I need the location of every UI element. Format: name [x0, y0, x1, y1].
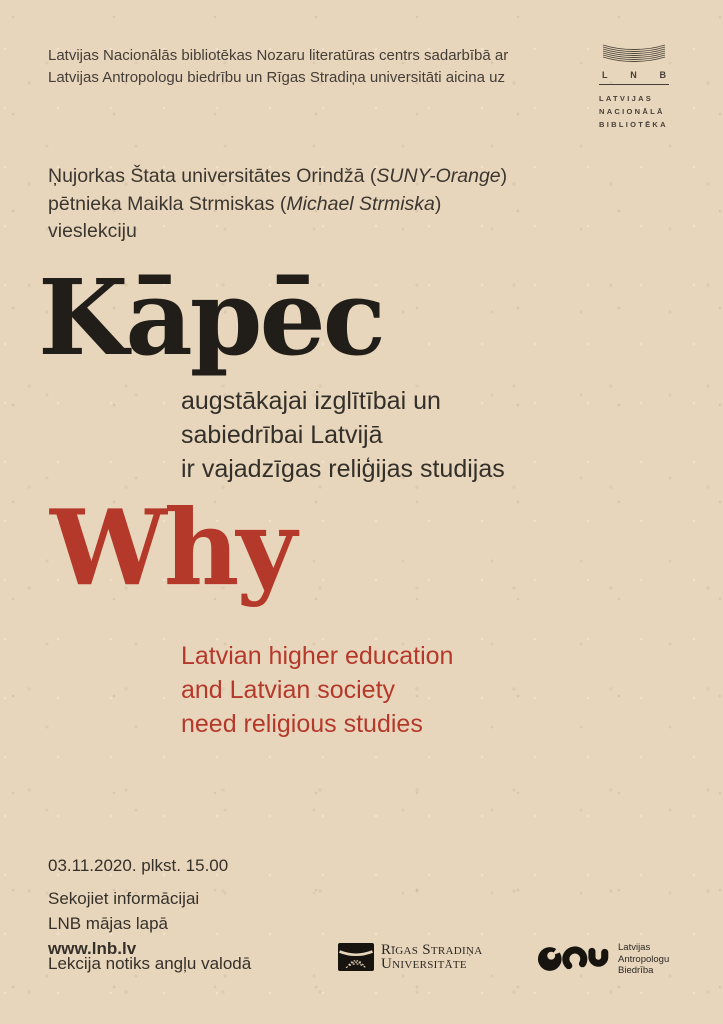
lnb-logo [599, 43, 669, 131]
intro-line-1-text: Ņujorkas Štata universitātes Orindžā ( [48, 165, 377, 187]
lab-logo [537, 942, 669, 977]
organizer-text [48, 45, 588, 88]
subtitle-lv-line-1: augstākajai izglītībai un [181, 387, 441, 415]
organizer-line-2: Latvijas Antropologu biedrību un Rīgas Stradiņa universitāti aicina uz [48, 68, 505, 86]
intro-line-1-close: ) [500, 165, 508, 187]
intro-line-2 [48, 191, 608, 219]
website-url: www.lnb.lv [48, 939, 137, 958]
lab-name-line-3: Biedrība [618, 965, 654, 976]
title-word-why: Why [50, 486, 294, 609]
subtitle-en-line-1: Latvian higher education [181, 642, 454, 670]
lecture-intro [48, 163, 608, 246]
lnb-letter-b: B [659, 70, 666, 80]
language-note: Lekcija notiks angļu valodā [48, 954, 252, 973]
lnb-acronym [599, 70, 669, 80]
subtitle-lv-line-3: ir vajadzīgas reliģijas studijas [181, 455, 505, 483]
subtitle-en-line-3: need religious studies [181, 710, 423, 738]
follow-info [48, 886, 199, 961]
lab-name [618, 942, 669, 977]
intro-line-1 [48, 163, 608, 191]
subtitle-en-line-2: and Latvian society [181, 676, 396, 704]
lab-name-line-2: Antropologu [618, 953, 670, 965]
lnb-name-line-1: LATVIJAS [599, 94, 654, 103]
lnb-name-line-3: BIBLIOTĒKA [599, 120, 668, 129]
event-datetime: 03.11.2020. plkst. 15.00 [48, 856, 229, 875]
organizer-line-1: Latvijas Nacionālās bibliotēkas Nozaru literatūras centrs sadarbībā ar [48, 47, 509, 64]
subtitle-english [181, 639, 453, 741]
intro-line-2-close: ) [434, 192, 442, 215]
lnb-divider [599, 84, 669, 85]
intro-line-3: vieslekciju [48, 220, 137, 242]
intro-line-2-text: pētnieka Maikla Strmiskas ( [48, 192, 287, 215]
subtitle-lv-line-2: sabiedrībai Latvijā [181, 421, 383, 449]
lab-name-line-1: Latvijas [618, 942, 651, 953]
rsu-name-line-2: Universitāte [381, 956, 467, 972]
subtitle-latvian [181, 384, 505, 486]
title-word-kapec: Kāpēc [38, 256, 383, 379]
intro-line-2-italic: Michael Strmiska [286, 192, 435, 215]
rsu-name-line-1: Rīgas Stradiņa [381, 942, 483, 958]
intro-line-1-italic: SUNY-Orange [376, 165, 501, 187]
follow-line-1: Sekojiet informācijai [48, 889, 200, 908]
rsu-emblem-icon [338, 943, 374, 971]
lnb-name [599, 92, 669, 131]
rsu-logo [338, 943, 482, 971]
rsu-name [381, 943, 482, 971]
lab-emblem-icon [537, 943, 609, 975]
lnb-name-line-2: NACIONĀLĀ [599, 107, 665, 116]
lnb-letter-l: L [602, 70, 608, 80]
lnb-waves-icon [602, 43, 666, 66]
lnb-letter-n: N [630, 70, 637, 80]
follow-line-2: LNB mājas lapā [48, 914, 169, 933]
